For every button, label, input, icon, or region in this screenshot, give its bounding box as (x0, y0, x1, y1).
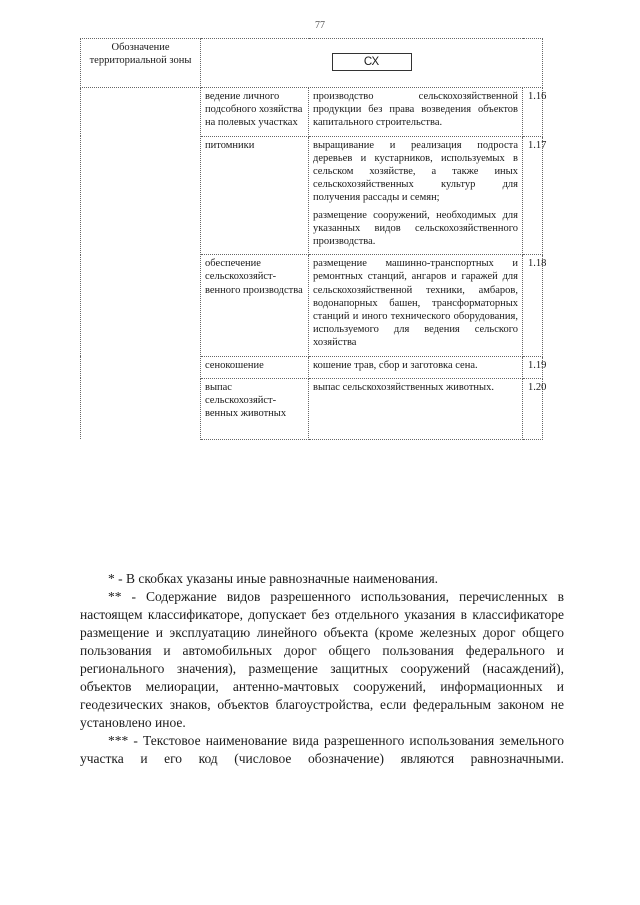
description-paragraph: кошение трав, сбор и заготовка сена. (313, 359, 478, 371)
use-description (309, 378, 523, 439)
use-description (309, 88, 523, 137)
use-code: 1.20 (523, 378, 543, 439)
description-paragraph: размещение машинно-транспортных и ремонтных станций, ангаров и гаражей для сельскохозяйственной техники, амбаров, водонапорных башен, трансформаторных станций и иного технического оборудования, используемого для ведения сельского хозяйства (313, 258, 518, 349)
use-code: 1.18 (523, 255, 543, 356)
footnote-2: ** - Содержание видов разрешенного использования, перечисленных в настоящем классификаторе, допускает без отдельного указания в классификаторе размещение и эксплуатацию линейного объекта (кроме железных дорог общего пользования и автомобильных дорог общего пользования федерального и регионального значения), размещение защитных сооружений (насаждений), объектов мелиорации, антенно-мачтовых сооружений, информационных и геодезических знаков, объектов благоустройства, если федеральным законом не установлено иное. (80, 589, 564, 730)
use-description (309, 356, 523, 378)
use-description (309, 255, 523, 356)
blank-zone-cell (81, 88, 201, 440)
use-name: ведение личного подсобного хозяйства на полевых участках (201, 88, 309, 137)
description-paragraph: производство сельскохозяйственной продукции без права возведения объектов капитального строительства. (313, 91, 518, 129)
use-name: обеспечение сельскохозяйст-венного производства (201, 255, 309, 356)
footnote-3: *** - Текстовое наименование вида разрешенного использования земельного участка и его код (числовое обозначение) являются равнозначными. (80, 733, 564, 766)
description-paragraph: размещение сооружений, необходимых для указанных видов сельскохозяйственного производства. (313, 209, 518, 248)
use-code: 1.17 (523, 136, 543, 255)
zone-code-cell (201, 39, 543, 88)
use-name: питомники (201, 136, 309, 255)
zone-designation-header: Обозначение территориальной зоны (81, 39, 201, 88)
table-header-row (81, 39, 543, 88)
zoning-table (80, 38, 547, 440)
use-description (309, 136, 523, 255)
use-code: 1.16 (523, 88, 543, 137)
footnotes (80, 570, 564, 768)
table-row (81, 88, 543, 137)
description-paragraph: выпас сельскохозяйственных животных. (313, 381, 494, 393)
footnote-1: * - В скобках указаны иные равнозначные наименования. (108, 571, 439, 586)
use-code: 1.19 (523, 356, 543, 378)
use-name: выпас сельскохозяйст-венных животных (201, 378, 309, 439)
zone-code-box: СХ (332, 53, 412, 71)
description-paragraph: выращивание и реализация подроста деревьев и кустарников, используемых в сельском хозяйстве, а также иных сельскохозяйственных культур для получения рассады и семян; (313, 139, 518, 204)
use-name: сенокошение (201, 356, 309, 378)
page-number: 77 (315, 20, 325, 31)
